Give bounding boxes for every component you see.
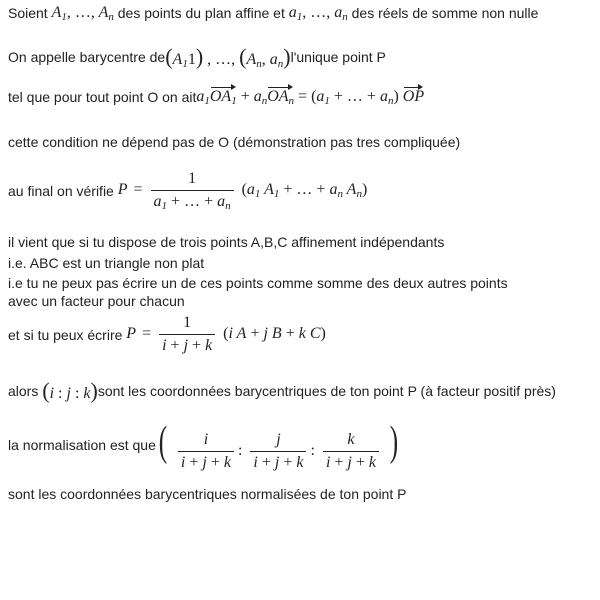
para-line-4 <box>8 293 185 309</box>
math-reels-a: $a_1$, …, $a_n$ <box>288 4 348 23</box>
para-line-1 <box>8 234 444 250</box>
text-ie-tu-ne-peux: i.e tu ne peux pas écrire un de ces points comme somme des deux autres points <box>8 275 508 291</box>
text-et-si: et si tu peux écrire <box>8 326 123 343</box>
fraction-general: $\frac{1}{a_1 + \dots + a_n}$ <box>151 170 234 211</box>
text-reels-somme: des réels de somme non nulle <box>351 5 539 21</box>
line-vector-condition <box>8 88 424 106</box>
line-normalisation <box>8 418 401 472</box>
text-on-appelle: On appelle barycentre de <box>8 49 166 65</box>
math-vector-equation: $a_1OA_1 + a_nOA_n = (a_1$ + … + $a_n$) OP <box>196 88 425 107</box>
text-normalisation: la normalisation est que <box>8 436 156 453</box>
para-line-3 <box>8 275 508 291</box>
text-alors: alors <box>8 383 39 399</box>
line-soient <box>8 4 538 22</box>
text-ie-abc: i.e. ABC est un triangle non plat <box>8 255 205 271</box>
fraction-i: $\frac{i}{i + j + k}$ <box>178 431 234 472</box>
math-p-ijk: P = $\frac{1}{i + j + k}$ (i A + j B + k C) <box>126 314 326 354</box>
math-pairs: $(A_11)$ , …, ($A_n$, $a_n$) <box>165 44 291 70</box>
text-soient: Soient <box>8 5 48 21</box>
math-points-a: $A_1$, …, $A_n$ <box>51 4 114 23</box>
fraction-j: $\frac{j}{i + j + k}$ <box>250 431 306 472</box>
line-normalisees <box>8 486 406 502</box>
fraction-ijk: $\frac{1}{i + j + k}$ <box>159 314 215 355</box>
text-points-du-plan: des points du plan affine et <box>117 5 285 21</box>
math-ijk-ratio: (i : j : k) <box>42 378 98 403</box>
para-line-2 <box>8 255 204 271</box>
math-normalised-coords: ( $\frac{i}{i + j + k}$ : $\frac{j}{i + j + k}$ : $\frac{k}{i + j + k}$ ) <box>158 419 399 471</box>
text-condition: cette condition ne dépend pas de O (démonstration pas tres compliquée) <box>8 134 461 150</box>
line-si-tu-peux <box>8 314 326 355</box>
line-barycentre-def <box>8 44 386 70</box>
text-il-vient: il vient que si tu dispose de trois points A,B,C affinement indépendants <box>8 234 445 250</box>
line-condition-note <box>8 134 460 150</box>
text-tel-que: tel que pour tout point O on ait <box>8 89 197 105</box>
math-p-formula: P = $\frac{1}{a_1 + \dots + a_n}$ ($a_1$ $A_1$ + … + $a_n$ $A_n$) <box>117 170 368 212</box>
text-unique-point: l'unique point P <box>290 49 386 65</box>
text-avec-facteur: avec un facteur pour chacun <box>8 293 185 309</box>
text-normalisees: sont les coordonnées barycentriques normalisées de ton point P <box>8 486 407 502</box>
text-au-final: au final on vérifie <box>8 182 114 199</box>
text-coordonnees: sont les coordonnées barycentriques de ton point P (à facteur positif près) <box>97 383 556 399</box>
line-alors <box>8 378 556 404</box>
fraction-k: $\frac{k}{i + j + k}$ <box>323 431 379 472</box>
line-au-final <box>8 170 367 211</box>
